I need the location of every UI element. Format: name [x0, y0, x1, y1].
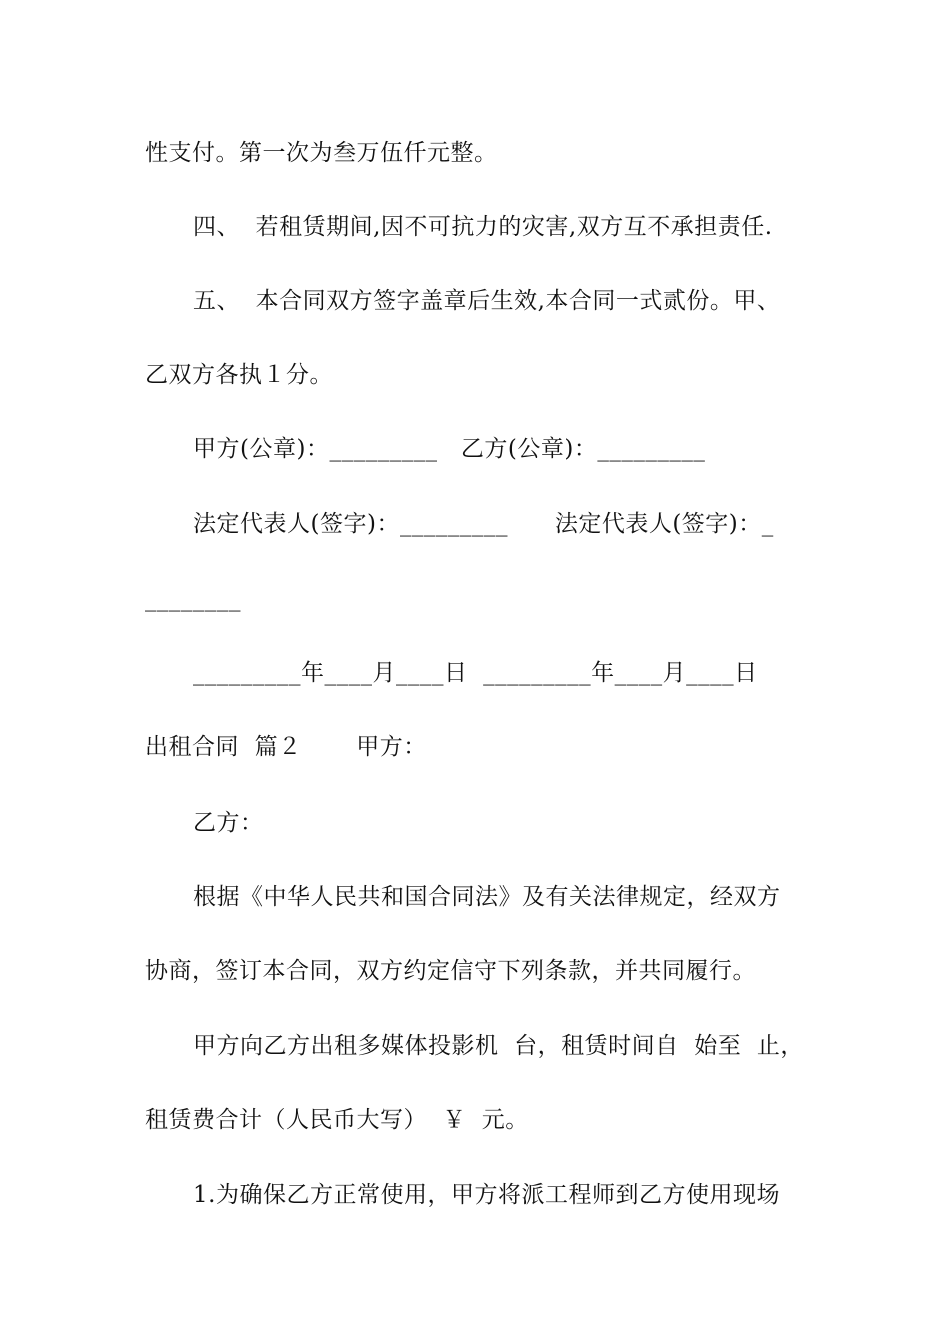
text-line-item-1: 1.为确保乙方正常使用，甲方将派工程师到乙方使用现场 — [193, 1182, 780, 1208]
text-line-dates: _________年____月____日 _________年____月____日 — [193, 660, 758, 686]
text-line-representatives-cont: ________ — [145, 586, 241, 612]
text-line-clause-5: 五、 本合同双方签字盖章后生效,本合同一式贰份。甲、 — [193, 288, 781, 314]
text-line-clause-5-cont: 乙双方各执１分。 — [145, 362, 333, 388]
section-heading-contract-2: 出租合同 篇２ 甲方： — [145, 734, 427, 760]
text-line-rental-cont: 租赁费合计（人民币大写） ￥ 元。 — [145, 1107, 529, 1133]
text-line-basis: 根据《中华人民共和国合同法》及有关法律规定，经双方 — [193, 884, 781, 910]
text-line-rental: 甲方向乙方出租多媒体投影机 台，租赁时间自 始至 止， — [193, 1033, 804, 1059]
text-line-party-b: 乙方： — [193, 810, 264, 836]
text-line-representatives: 法定代表人(签字)：_________ 法定代表人(签字)：_ — [193, 511, 774, 537]
text-line-basis-cont: 协商，签订本合同，双方约定信守下列条款，并共同履行。 — [145, 958, 756, 984]
text-line-payment: 性支付。第一次为叁万伍仟元整。 — [145, 140, 498, 166]
text-line-clause-4: 四、 若租赁期间,因不可抗力的灾害,双方互不承担责任. — [193, 214, 773, 240]
text-line-seals: 甲方(公章)：_________ 乙方(公章)：_________ — [193, 436, 706, 462]
